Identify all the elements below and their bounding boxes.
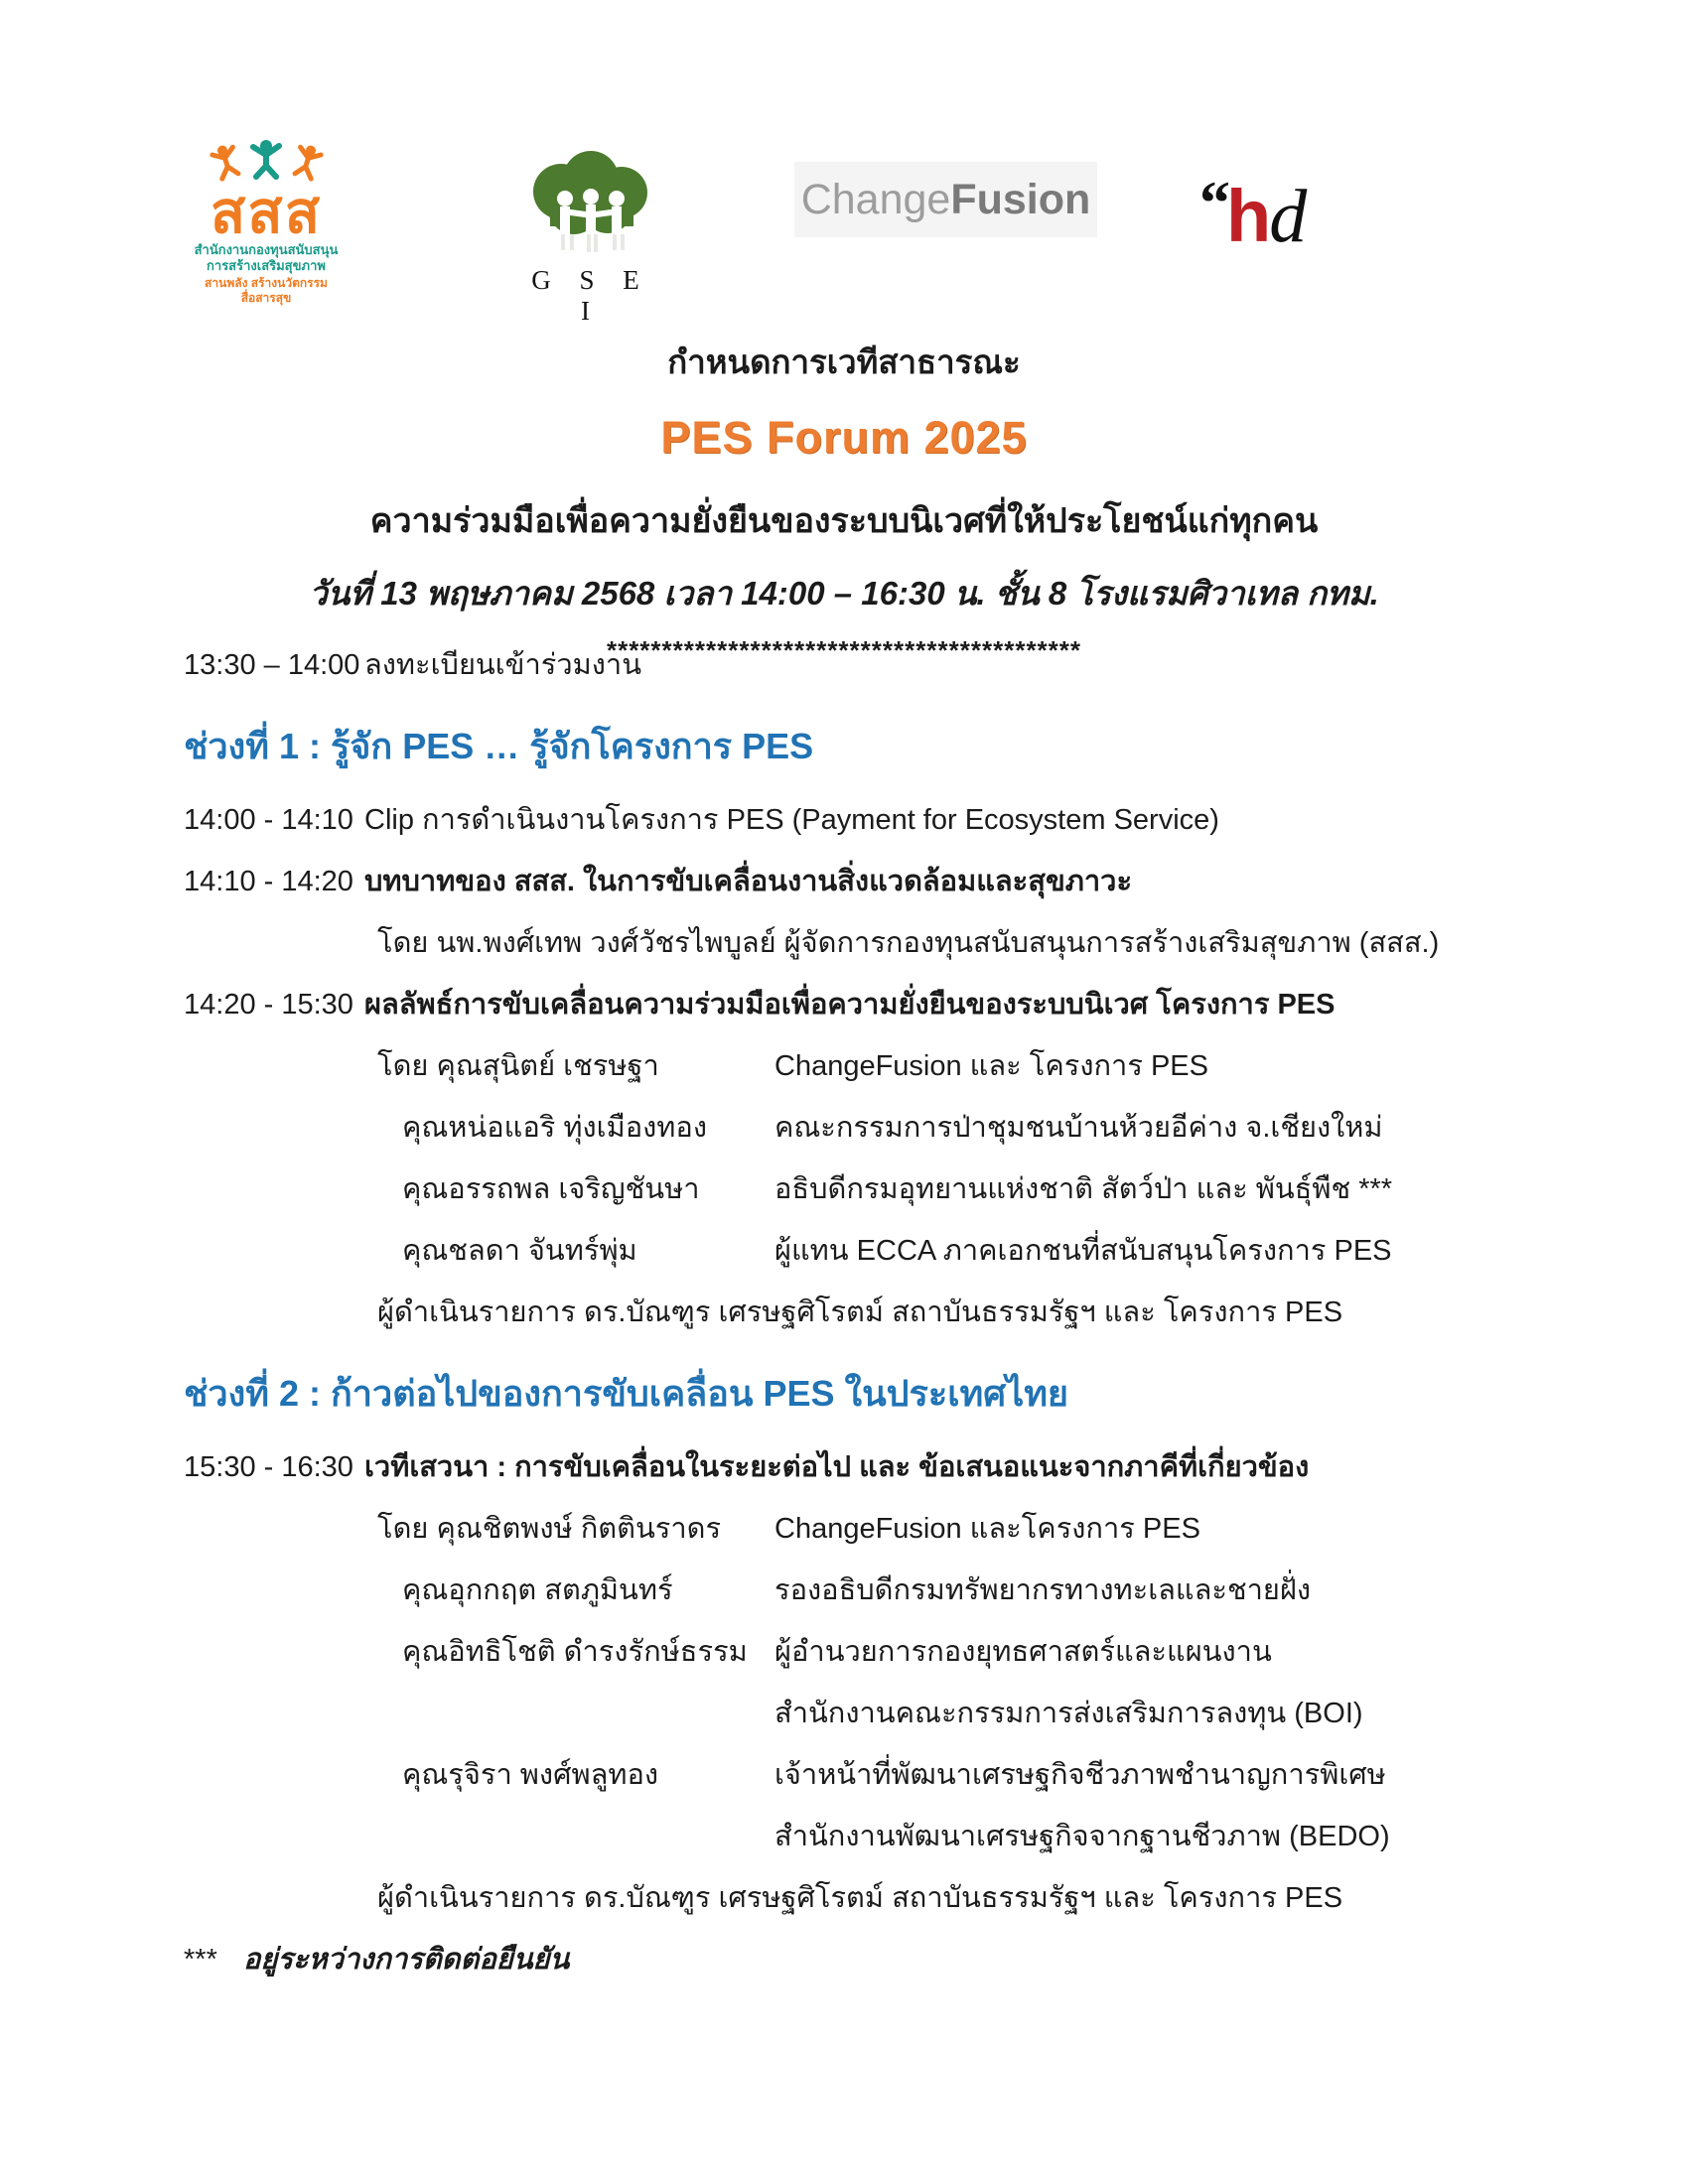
sss-logo [187,137,346,306]
gsei-logo-caption: G S E I [531,265,650,326]
speaker-row [184,1169,1544,1209]
sss-jumping-figures-icon [187,137,346,185]
speaker-name: คุณรุจิรา พงศ์พลูทอง [402,1759,659,1791]
sss-logo-subline2: การสร้างเสริมสุขภาพ [207,258,326,273]
row-title: บทบาทของ สสส. ในการขับเคลื่อนงานสิ่งแวดล้อมและสุขภาวะ [364,866,1133,897]
changefusion-logo-change: Change [800,176,951,223]
speaker-name: โดย คุณชิตพงษ์ กิตตินราดร [377,1513,722,1545]
speaker-name: โดย คุณสุนิตย์ เชรษฐา [377,1050,659,1082]
row-time: 15:30 - 16:30 [184,1451,353,1483]
hd-logo-d: d [1269,175,1308,258]
row-time: 14:20 - 15:30 [184,989,353,1021]
speaker-row [184,1570,1544,1610]
agenda-row-sss-role [184,862,1544,901]
sss-logo-letters: สสส [210,181,323,245]
row-time: 14:10 - 14:20 [184,866,353,897]
session2-heading: ช่วงที่ 2 : ก้าวต่อไปของการขับเคลื่อน PES ในประเทศไทย [184,1373,1069,1414]
speaker-row [184,1046,1544,1086]
session1-heading: ช่วงที่ 1 : รู้จัก PES … รู้จักโครงการ PES [184,726,814,766]
speaker-row [184,1108,1544,1148]
changefusion-logo-fusion: Fusion [950,176,1091,223]
footnote-text: อยู่ระหว่างการติดต่อยืนยัน [243,1944,570,1976]
speaker-name: คุณหน่อแอริ ทุ่งเมืองทอง [402,1112,707,1144]
row-title: เวทีเสวนา : การขับเคลื่อนในระยะต่อไป และ ข้อเสนอแนะจากภาคีที่เกี่ยวข้อง [364,1451,1310,1483]
speaker-row [184,1509,1544,1549]
speaker-role: ChangeFusion และโครงการ PES [774,1513,1200,1545]
agenda [184,645,1544,1979]
changefusion-logo [794,162,1097,237]
moderator-line: ผู้ดำเนินรายการ ดร.บัณฑูร เศรษฐศิโรตม์ สถาบันธรรมรัฐฯ และ โครงการ PES [377,1882,1343,1914]
sss-logo-subline1: สำนักงานกองทุนสนับสนุน [194,242,339,257]
speaker-role: เจ้าหน้าที่พัฒนาเศรษฐกิจชีวภาพชำนาญการพิเศษ [774,1759,1386,1791]
row-time: 14:00 - 14:10 [184,804,353,836]
moderator-line: ผู้ดำเนินรายการ ดร.บัณฑูร เศรษฐศิโรตม์ สถาบันธรรมรัฐฯ และ โครงการ PES [377,1297,1343,1328]
hd-logo-h: h [1226,175,1270,257]
speaker-name: คุณอรรถพล เจริญชันษา [402,1173,700,1205]
agenda-row-results [184,985,1544,1024]
registration-row [184,645,1544,685]
forum-title: PES Forum 2025 [660,412,1028,463]
hd-logo [1199,169,1358,260]
speaker-role-line2: สำนักงานพัฒนาเศรษฐกิจจากฐานชีวภาพ (BEDO) [774,1821,1390,1852]
speaker-role: อธิบดีกรมอุทยานแห่งชาติ สัตว์ป่า และ พันธุ์พืช *** [774,1173,1393,1205]
hd-logo-quote-mark: “ [1199,170,1226,237]
registration-label: ลงทะเบียนเข้าร่วมงาน [364,649,642,681]
forum-datetime: วันที่ 13 พฤษภาคม 2568 เวลา 14:00 – 16:30 น. ชั้น 8 โรงแรมศิวาเทล กทม. [309,575,1379,612]
agenda-row-panel [184,1447,1544,1487]
row-title: ผลลัพธ์การขับเคลื่อนความร่วมมือเพื่อความยั่งยืนของระบบนิเวศ โครงการ PES [364,989,1336,1021]
gsei-logo [516,147,665,327]
gsei-tree-icon [516,147,665,261]
speaker-byline: โดย นพ.พงศ์เทพ วงศ์วัชรไพบูลย์ ผู้จัดการกองทุนสนับสนุนการสร้างเสริมสุขภาพ (สสส.) [377,927,1440,959]
speaker-name: คุณอิทธิโชติ ดำรงรักษ์ธรรม [402,1636,748,1668]
agenda-row-clip [184,800,1544,840]
registration-time: 13:30 – 14:00 [184,649,360,681]
footnote [184,1940,1544,1979]
speaker-role: คณะกรรมการป่าชุมชนบ้านห้วยอีค่าง จ.เชียงใหม่ [774,1112,1383,1144]
footnote-marker: *** [184,1944,217,1976]
speaker-role: ผู้อำนวยการกองยุทธศาสตร์และแผนงาน [774,1636,1272,1668]
speaker-row [184,1632,1544,1672]
page-title: กำหนดการเวทีสาธารณะ [667,343,1021,380]
row-title: Clip การดำเนินงานโครงการ PES (Payment for Ecosystem Service) [364,804,1219,836]
forum-subtitle: ความร่วมมือเพื่อความยั่งยืนของระบบนิเวศที่ให้ประโยชน์แก่ทุกคน [369,502,1319,540]
speaker-role: ผู้แทน ECCA ภาคเอกชนที่สนับสนุนโครงการ PES [774,1235,1392,1267]
speaker-row [184,1755,1544,1795]
asterisk-divider: ******************************************* [606,635,1082,665]
speaker-role: รองอธิบดีกรมทรัพยากรทางทะเลและชายฝั่ง [774,1574,1312,1606]
document-header [0,336,1688,666]
speaker-role: ChangeFusion และ โครงการ PES [774,1050,1208,1082]
speaker-row [184,1231,1544,1271]
sss-logo-tagline: สานพลัง สร้างนวัตกรรม สื่อสารสุข [205,276,328,305]
speaker-name: คุณชลดา จันทร์พุ่ม [402,1235,637,1267]
speaker-role-line2: สำนักงานคณะกรรมการส่งเสริมการลงทุน (BOI) [774,1698,1363,1729]
speaker-name: คุณอุกกฤต สตภูมินทร์ [402,1574,673,1606]
